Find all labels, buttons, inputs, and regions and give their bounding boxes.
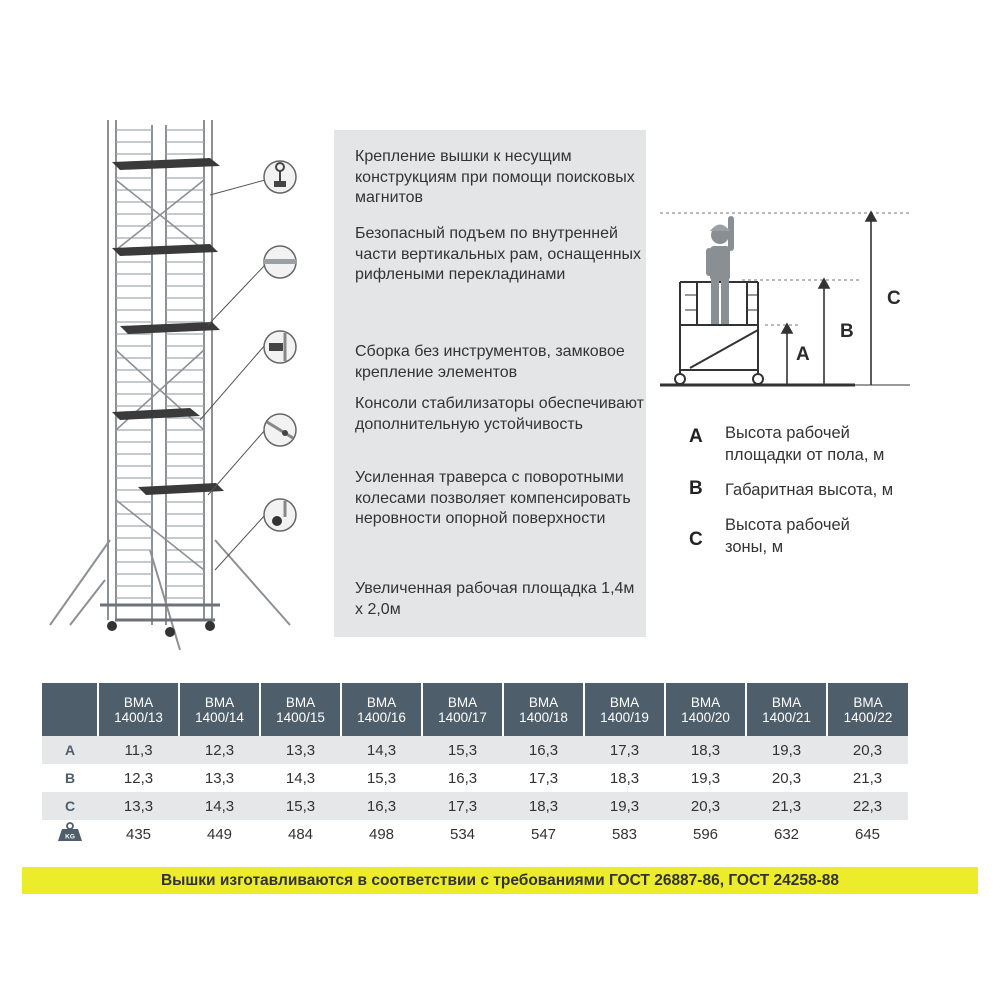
svg-text:KG: KG xyxy=(65,833,75,841)
cell: 18,3 xyxy=(609,769,640,787)
legend-letter-c: C xyxy=(689,529,703,550)
model-col: BMA 1400/21 xyxy=(746,683,827,736)
legend-letter-b: B xyxy=(689,478,703,499)
cell: 484 xyxy=(287,825,314,843)
rung-icon xyxy=(255,240,305,280)
cell: 596 xyxy=(692,825,719,843)
table-row-weight xyxy=(42,820,908,848)
cell: 11,3 xyxy=(98,736,179,764)
weight-icon xyxy=(42,820,98,848)
cell: 13,3 xyxy=(204,769,235,787)
stabilizer-joint-icon xyxy=(255,408,305,448)
legend-letter-a: A xyxy=(689,426,703,447)
cell: 19,3 xyxy=(746,736,827,764)
table-row-b xyxy=(42,764,908,792)
cell: 12,3 xyxy=(123,769,154,787)
cell: 632 xyxy=(773,825,800,843)
caster-wheel-icon xyxy=(255,493,305,533)
cell: 13,3 xyxy=(260,736,341,764)
cell: 14,3 xyxy=(285,769,316,787)
cell: 19,3 xyxy=(690,769,721,787)
cell: 14,3 xyxy=(179,792,260,820)
feature-platform-size: Увеличенная рабочая площадка 1,4м х 2,0м xyxy=(355,580,635,618)
table-row-c xyxy=(42,792,908,820)
model-col: BMA 1400/22 xyxy=(827,683,908,736)
cell: 498 xyxy=(368,825,395,843)
model-col: BMA 1400/14 xyxy=(179,683,260,736)
cell: 20,3 xyxy=(665,792,746,820)
feature-tool-free-assembly: Сборка без инструментов, замковое крепление элементов xyxy=(355,343,625,381)
cell: 17,3 xyxy=(584,736,665,764)
model-col: BMA 1400/13 xyxy=(98,683,179,736)
cell: 22,3 xyxy=(827,792,908,820)
magnet-hook-icon xyxy=(255,155,305,195)
cell: 435 xyxy=(125,825,152,843)
cell: 15,3 xyxy=(366,769,397,787)
feature-safe-climb: Безопасный подъем по внутренней части вертикальных рам, оснащенных рифлеными перекладинами xyxy=(355,225,642,283)
feature-stabilizers: Консоли стабилизаторы обеспечивают дополнительную устойчивость xyxy=(355,395,644,433)
legend-text-a: Высота рабочей площадки от пола, м xyxy=(725,424,885,464)
cell: 16,3 xyxy=(503,736,584,764)
table-header-row xyxy=(42,683,908,736)
model-col: BMA 1400/20 xyxy=(665,683,746,736)
gost-compliance-banner: Вышки изготавливаются в соответствии с требованиями ГОСТ 26887-86, ГОСТ 24258-88 xyxy=(22,867,978,894)
legend-text-b: Габаритная высота, м xyxy=(725,481,894,499)
row-label: B xyxy=(64,770,76,786)
lock-clamp-icon xyxy=(255,325,305,365)
model-col: BMA 1400/16 xyxy=(341,683,422,736)
table-corner-cell xyxy=(42,683,98,736)
cell: 12,3 xyxy=(179,736,260,764)
specification-table xyxy=(42,683,908,848)
cell: 19,3 xyxy=(584,792,665,820)
height-dimension-diagram xyxy=(650,200,920,400)
cell: 17,3 xyxy=(422,792,503,820)
cell: 449 xyxy=(206,825,233,843)
cell: 18,3 xyxy=(665,736,746,764)
row-label: A xyxy=(42,736,98,764)
model-col: BMA 1400/19 xyxy=(584,683,665,736)
cell: 534 xyxy=(449,825,476,843)
cell: 17,3 xyxy=(528,769,559,787)
cell: 547 xyxy=(530,825,557,843)
diagram-label-b: B xyxy=(840,321,854,342)
model-col: BMA 1400/18 xyxy=(503,683,584,736)
row-label: C xyxy=(42,792,98,820)
cell: 583 xyxy=(611,825,638,843)
model-col: BMA 1400/17 xyxy=(422,683,503,736)
cell: 18,3 xyxy=(503,792,584,820)
cell: 15,3 xyxy=(260,792,341,820)
features-panel xyxy=(334,130,646,637)
cell: 14,3 xyxy=(341,736,422,764)
cell: 16,3 xyxy=(447,769,478,787)
table-row-a xyxy=(42,736,908,764)
cell: 16,3 xyxy=(341,792,422,820)
cell: 21,3 xyxy=(852,769,883,787)
cell: 21,3 xyxy=(746,792,827,820)
legend-text-c: Высота рабочей зоны, м xyxy=(725,516,850,556)
feature-magnets: Крепление вышки к несущим конструкциям при помощи поисковых магнитов xyxy=(355,148,635,206)
diagram-label-c: C xyxy=(887,288,901,309)
cell: 20,3 xyxy=(771,769,802,787)
cell: 645 xyxy=(854,825,881,843)
model-col: BMA 1400/15 xyxy=(260,683,341,736)
diagram-label-a: A xyxy=(796,344,810,365)
cell: 20,3 xyxy=(827,736,908,764)
feature-reinforced-traverse: Усиленная траверса с поворотными колесами позволяет компенсировать неровности опорной поверхности xyxy=(355,469,631,527)
cell: 15,3 xyxy=(422,736,503,764)
cell: 13,3 xyxy=(98,792,179,820)
